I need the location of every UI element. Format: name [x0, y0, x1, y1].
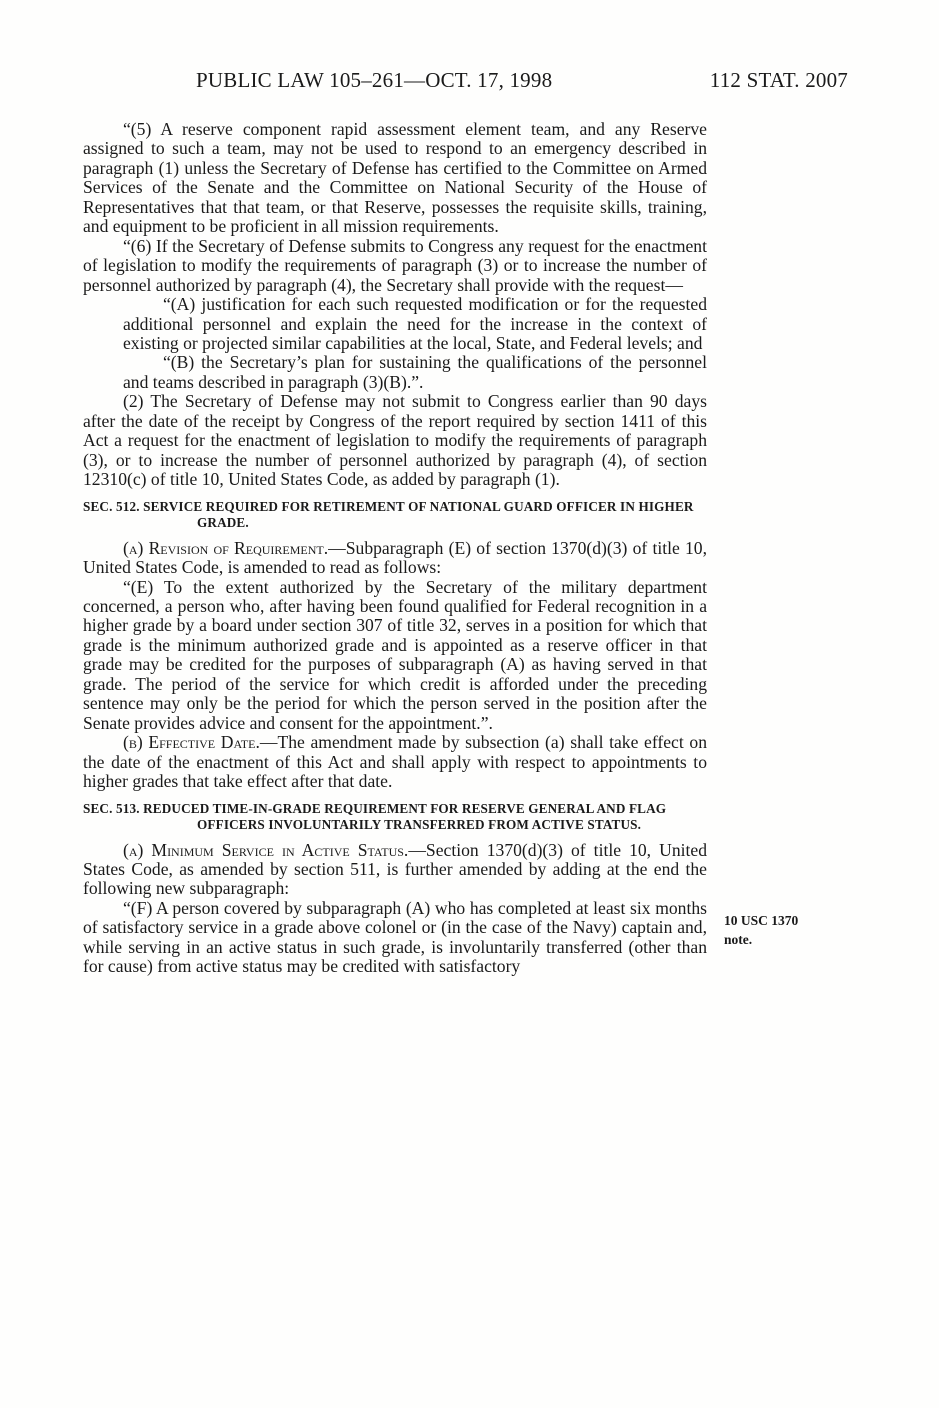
section-512-subsection-a [83, 539, 707, 578]
running-header [196, 68, 848, 96]
subparagraph-6b: “(B) the Secretary’s plan for sustaining the qualifications of the personnel and teams described in paragraph (3)(B).”. [123, 352, 707, 392]
subsection-b-text: —The amendment made by subsection (a) shall take effect on the date of the enactment of this Act and shall apply with respect to appointments to higher grades that take effect after that date. [83, 732, 707, 792]
statute-page-number: 112 STAT. 2007 [709, 68, 848, 92]
paragraph-6: “(6) If the Secretary of Defense submits to Congress any request for the enactment of legislation to modify the requirements of paragraph (3) or to increase the number of personnel authorized by paragraph (4), the Secretary shall provide with the request— [83, 235, 707, 295]
margin-note-line2: note. [724, 932, 753, 947]
subsection-a-label: (a) Revision of Requirement. [123, 537, 329, 558]
subparagraph-f-text: “(F) A person covered by subparagraph (A) who has completed at least six months of satisfactory service in a grade above colonel or (in the case of the Navy) captain and, while serving in an active status in such grade, is involuntarily transferred (other than for cause) from active status may be credited with satisfactory [83, 897, 707, 977]
subsection-a-label: (a) Minimum Service in Active Status. [123, 839, 409, 860]
statute-body [83, 120, 707, 977]
section-513-heading: SEC. 513. REDUCED TIME-IN-GRADE REQUIREMENT FOR RESERVE GENERAL AND FLAG OFFICERS INVOLUNTARILY TRANSFERRED FROM ACTIVE STATUS. [83, 800, 667, 832]
public-law-citation: PUBLIC LAW 105–261—OCT. 17, 1998 [196, 68, 553, 92]
subparagraph-e-text: “(E) To the extent authorized by the Secretary of the military department concerned, a person who, after having been found qualified for Federal recognition in a higher grade by a board under section 307 of title 32, serves in a position for which that grade is the minimum authorized grade and is appointed as a reserve officer in that grade may be credited for the purposes of subparagraph (A) as having served in that grade. The period of the service for which credit is afforded under the preceding sentence may only be the period for which the person served in the position after the Senate provides advice and consent for the appointment.”. [83, 576, 707, 733]
section-512-subsection-b [83, 733, 707, 791]
subsection-a-text: —Section 1370(d)(3) of title 10, United States Code, as amended by section 511, is further amended by adding at the end the following new subparagraph: [83, 839, 707, 899]
margin-note [724, 911, 834, 949]
subparagraph-6a: “(A) justification for each such requested modification or for the requested additional personnel and explain the need for the increase in the context of existing or projected similar capabilities at the local, State, and Federal levels; and [123, 294, 707, 353]
subsection-b-label: (b) Effective Date. [123, 732, 260, 753]
paragraph-2: (2) The Secretary of Defense may not submit to Congress earlier than 90 days after the date of the receipt by Congress of the report required by section 1411 of this Act a request for the enactment of legislation to modify the requirements of paragraph (3), or to increase the number of personnel authorized by paragraph (4), of section 12310(c) of title 10, United States Code, as added by paragraph (1). [83, 391, 707, 490]
subsection-a-text: —Subparagraph (E) of section 1370(d)(3) of title 10, United States Code, is amended to read as follows: [83, 537, 707, 578]
paragraph-5: “(5) A reserve component rapid assessment element team, and any Reserve assigned to such a team, may not be used to respond to an emergency described in paragraph (1) unless the Secretary of Defense has certified to the Committee on Armed Services of the Senate and the Committee on National Security of the House of Representatives that that team, or that Reserve, possesses the requisite skills, training, and equipment to be proficient in all mission requirements. [83, 119, 707, 237]
section-513-subsection-a [83, 841, 707, 899]
section-512-heading: SEC. 512. SERVICE REQUIRED FOR RETIREMENT OF NATIONAL GUARD OFFICER IN HIGHER GRADE. [83, 498, 694, 530]
margin-note-line1: 10 USC 1370 [724, 913, 799, 928]
